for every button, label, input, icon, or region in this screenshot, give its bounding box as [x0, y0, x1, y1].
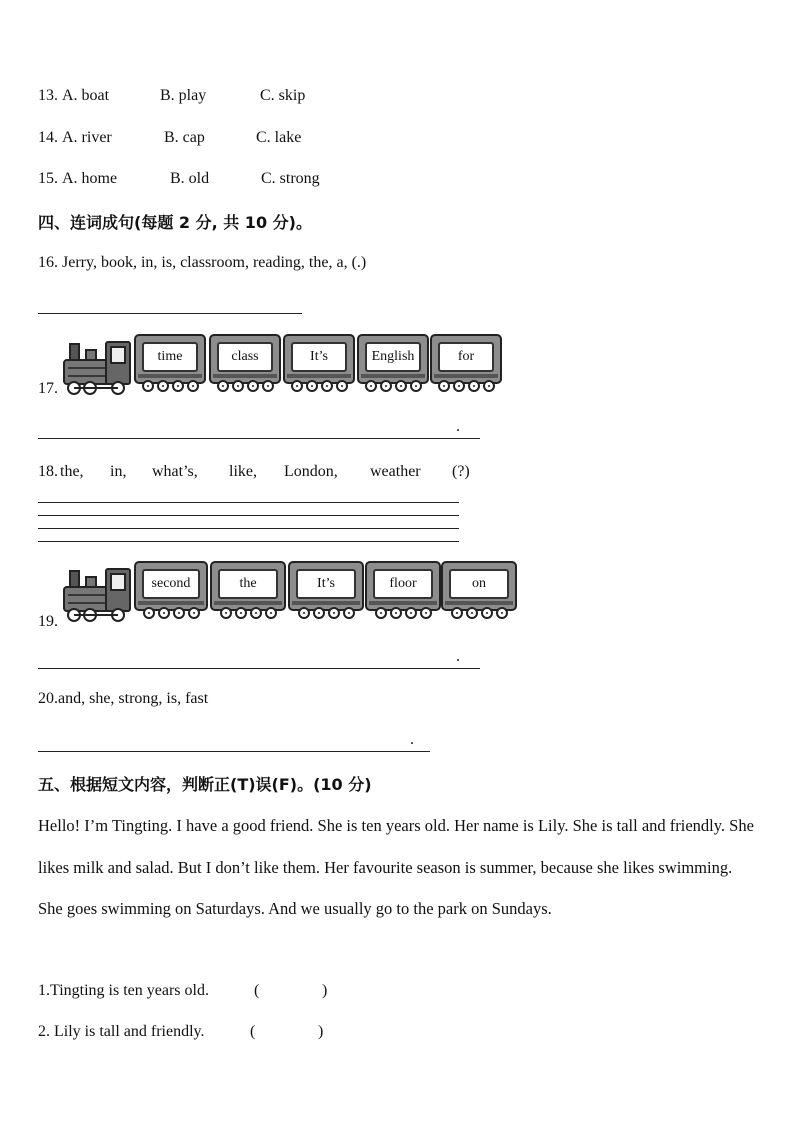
question-number: 18.: [38, 463, 58, 480]
wheels: [367, 607, 439, 623]
question-number: 15.: [38, 170, 58, 187]
reading-passage: Hello! I’m Tingting. I have a good friend. She is ten years old. Her name is Lily. She is tall and friendly. She likes milk and salad. But I don’t like them. Her favourite season is summer, because she likes swimming. She goes swimming on Saturdays. And we usually go to the park on Sundays.: [38, 816, 754, 918]
question-13: [38, 87, 58, 105]
wheels: [290, 607, 362, 623]
word: London,: [284, 463, 338, 480]
word: weather: [370, 463, 421, 480]
wheels: [136, 607, 206, 623]
question-number: 13.: [38, 87, 58, 104]
section-5-heading: 五、根据短文内容，判断正(T)误(F)。(10 分): [38, 775, 372, 794]
train-word: It’s: [296, 569, 356, 599]
train-car: [365, 561, 441, 611]
answer-line[interactable]: [38, 668, 480, 669]
option-b: B. cap: [164, 129, 205, 146]
word: like,: [229, 463, 257, 480]
answer-blank[interactable]: [262, 1023, 314, 1043]
wheels: [212, 607, 284, 623]
word: the,: [60, 463, 84, 480]
writing-line[interactable]: [38, 528, 459, 529]
train-car: [283, 334, 355, 384]
train-word: second: [142, 569, 200, 599]
answer-paren-open: (: [250, 1023, 256, 1040]
tf-statement-1: [38, 982, 209, 1000]
question-number: 19.: [38, 613, 58, 630]
train-car: [357, 334, 429, 384]
option-a: A. boat: [62, 87, 110, 104]
option-a: A. home: [62, 170, 118, 187]
word: what’s,: [152, 463, 198, 480]
question-16: 16. Jerry, book, in, is, classroom, reading, the, a, (.): [38, 254, 367, 271]
word: (?): [452, 463, 470, 480]
answer-line[interactable]: [38, 313, 302, 314]
period: .: [456, 648, 460, 665]
option-c: C. strong: [261, 170, 320, 187]
train-word: It’s: [291, 342, 347, 372]
writing-line[interactable]: [38, 515, 459, 516]
option-c: C. skip: [260, 87, 306, 104]
period: .: [410, 731, 414, 748]
train-car: [288, 561, 364, 611]
writing-line[interactable]: [38, 502, 459, 503]
wheels: [285, 380, 353, 396]
option-b: B. play: [160, 87, 207, 104]
wheels: [432, 380, 500, 396]
word: in,: [110, 463, 127, 480]
statement-text: 2. Lily is tall and friendly.: [38, 1023, 205, 1040]
train-word: for: [438, 342, 494, 372]
train-word: floor: [373, 569, 433, 599]
word-train: [60, 561, 520, 623]
train-car: [430, 334, 502, 384]
train-word: on: [449, 569, 509, 599]
period: .: [456, 418, 460, 435]
word-train: [60, 334, 510, 396]
answer-line[interactable]: [38, 438, 480, 439]
option-a: A. river: [62, 129, 112, 146]
wheels: [211, 380, 279, 396]
train-car: [210, 561, 286, 611]
train-car: [134, 334, 206, 384]
train-word: English: [365, 342, 421, 372]
train-word: the: [218, 569, 278, 599]
answer-line[interactable]: [38, 751, 430, 752]
statement-text: 1.Tingting is ten years old.: [38, 982, 209, 999]
locomotive-icon: [60, 563, 132, 623]
option-b: B. old: [170, 170, 210, 187]
train-car: [209, 334, 281, 384]
train-car: [134, 561, 208, 611]
section-4-heading: 四、连词成句(每题 2 分, 共 10 分)。: [38, 213, 312, 232]
answer-blank[interactable]: [266, 982, 318, 1002]
writing-line[interactable]: [38, 541, 459, 542]
question-20: 20.and, she, strong, is, fast: [38, 690, 209, 707]
locomotive-icon: [60, 336, 132, 396]
answer-paren-open: (: [254, 982, 260, 999]
question-number: 17.: [38, 380, 58, 397]
tf-statement-2: [38, 1023, 204, 1041]
answer-paren-close: ): [318, 1023, 324, 1040]
wheels: [359, 380, 427, 396]
question-number: 14.: [38, 129, 58, 146]
answer-paren-close: ): [322, 982, 328, 999]
train-word: class: [217, 342, 273, 372]
wheels: [136, 380, 204, 396]
train-word: time: [142, 342, 198, 372]
option-c: C. lake: [256, 129, 302, 146]
wheels: [443, 607, 515, 623]
train-car: [441, 561, 517, 611]
